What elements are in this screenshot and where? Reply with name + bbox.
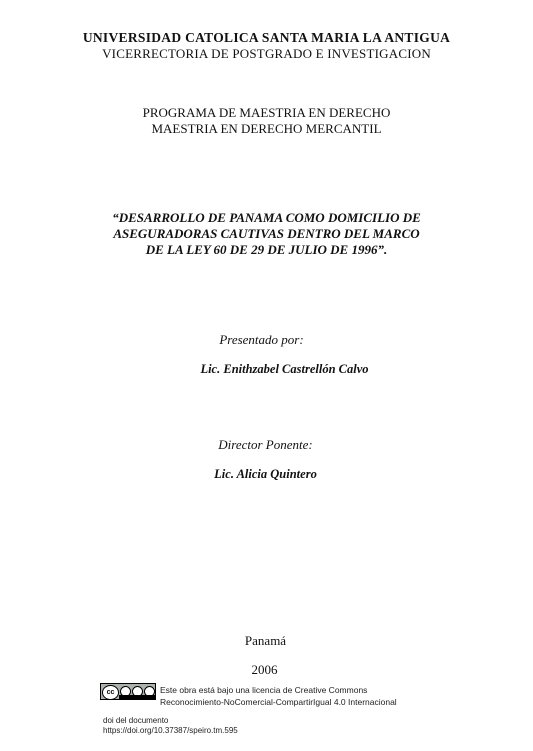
thesis-title-line-2: ASEGURADORAS CAUTIVAS DENTRO DEL MARCO — [113, 226, 420, 241]
license-text-line-1: Este obra está bajo una licencia de Creative Commons — [160, 685, 368, 695]
vicerrectoria-name: VICERRECTORIA DE POSTGRADO E INVESTIGACION — [102, 46, 431, 61]
license-link[interactable]: Reconocimiento-NoComercial-CompartirIgual 4.0 Internacional — [160, 697, 397, 707]
thesis-title-line-3: DE LA LEY 60 DE 29 DE JULIO DE 1996”. — [145, 242, 388, 257]
doi-label: doi del documento — [103, 716, 169, 725]
doi-link[interactable]: https://doi.org/10.37387/speiro.tm.595 — [103, 726, 238, 735]
thesis-title-line-1: “DESARROLLO DE PANAMA COMO DOMICILIO DE — [112, 210, 421, 225]
university-name: UNIVERSIDAD CATOLICA SANTA MARIA LA ANTIGUA — [82, 30, 451, 45]
presenter-label: Presentado por: — [219, 332, 304, 347]
presenter-name: Lic. Enithzabel Castrellón Calvo — [200, 362, 369, 376]
director-label: Director Ponente: — [218, 437, 313, 452]
program-name: PROGRAMA DE MAESTRIA EN DERECHO — [142, 105, 391, 120]
creative-commons-badge[interactable] — [100, 683, 156, 700]
badge-strip — [119, 695, 156, 699]
program-specialty: MAESTRIA EN DERECHO MERCANTIL — [151, 121, 382, 136]
city: Panamá — [244, 633, 287, 648]
director-name: Lic. Alicia Quintero — [214, 467, 317, 481]
year: 2006 — [251, 662, 278, 677]
cc-icon: cc — [102, 685, 119, 700]
